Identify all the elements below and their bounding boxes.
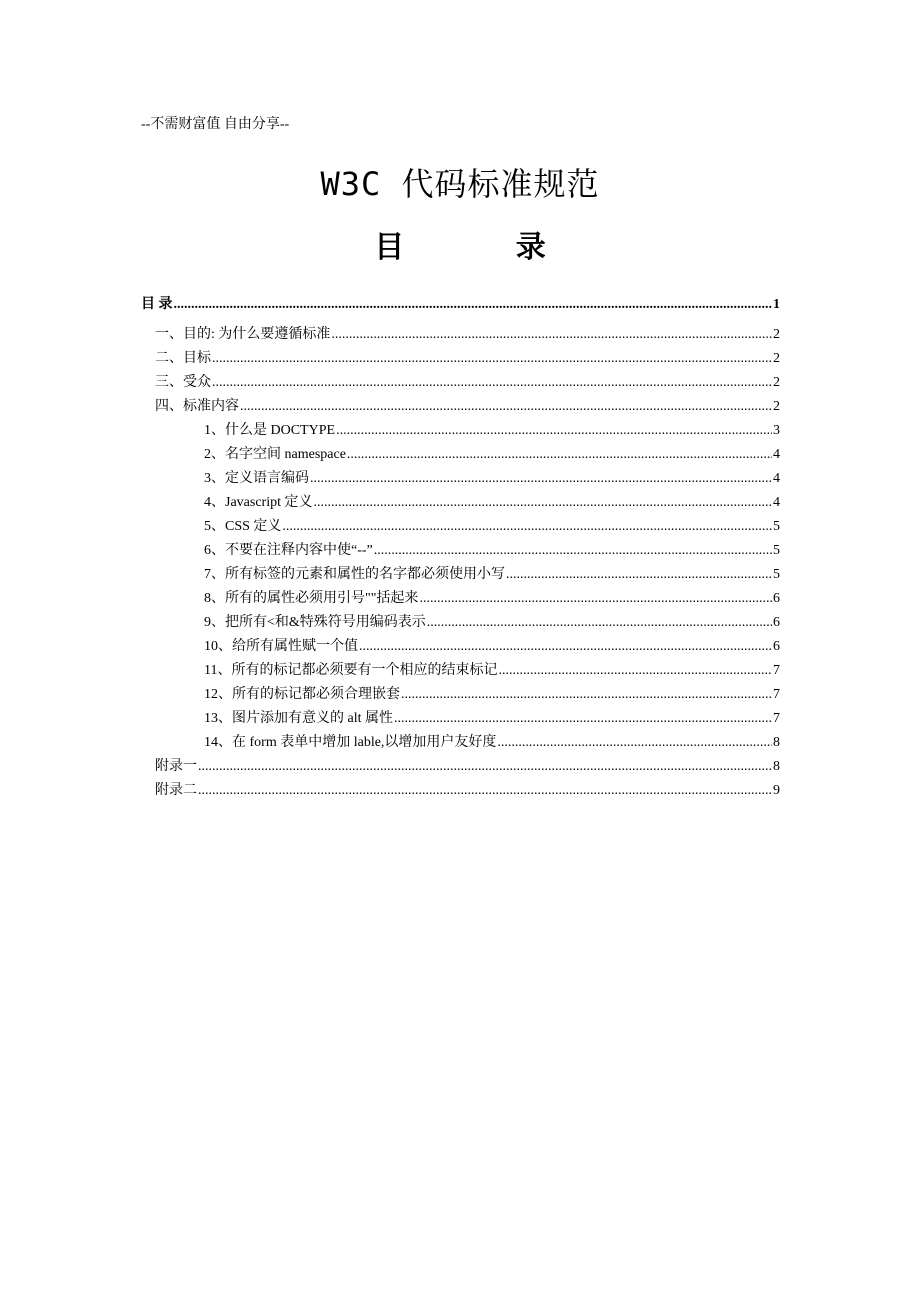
toc-leader [419, 588, 772, 610]
toc-entry-label: 1、什么是 DOCTYPE [204, 423, 336, 438]
toc-leader [374, 540, 772, 562]
toc-entry-label: 9、把所有<和&特殊符号用编码表示 [204, 615, 426, 630]
toc-entry-form-label[interactable] [204, 732, 780, 754]
toc-entry-audience[interactable] [155, 372, 780, 394]
toc-page-number: 9 [773, 783, 780, 798]
toc-page-number: 5 [773, 567, 780, 582]
toc-entry-label: 目 录 [141, 297, 173, 312]
toc-page-number: 7 [773, 663, 780, 678]
toc-leader [331, 324, 772, 346]
toc-entry-label: 4、Javascript 定义 [204, 495, 313, 510]
toc-entry-nesting[interactable] [204, 684, 780, 706]
toc-entry-closing-tags[interactable] [204, 660, 780, 682]
toc-entry-appendix-1[interactable] [155, 756, 780, 778]
toc-leader [497, 732, 772, 754]
toc-entry-label: 2、名字空间 namespace [204, 447, 346, 462]
toc-leader [506, 564, 772, 586]
toc-entry-appendix-2[interactable] [155, 780, 780, 802]
toc-page-number: 2 [773, 399, 780, 414]
toc-heading: 目 录 [374, 231, 598, 264]
toc-entry-comments[interactable] [204, 540, 780, 562]
toc-leader [240, 396, 772, 418]
toc-entry-label: 三、受众 [155, 375, 211, 390]
toc-page-number: 2 [773, 351, 780, 366]
toc-page-number: 3 [773, 423, 780, 438]
toc-entry-label: 附录二 [155, 783, 197, 798]
toc-entry-label: 一、目的: 为什么要遵循标准 [155, 327, 331, 342]
toc-leader [401, 684, 772, 706]
toc-entry-label: 四、标准内容 [155, 399, 239, 414]
toc-leader [498, 660, 772, 682]
toc-page-number: 7 [773, 687, 780, 702]
toc-entry-lowercase[interactable] [204, 564, 780, 586]
toc-entry-label: 6、不要在注释内容中使“--” [204, 543, 373, 558]
toc-leader [198, 780, 772, 802]
toc-leader [394, 708, 772, 730]
toc-page-number: 2 [773, 327, 780, 342]
toc-entry-purpose[interactable] [155, 324, 780, 346]
toc-page-number: 4 [773, 447, 780, 462]
toc-entry-label: 5、CSS 定义 [204, 519, 282, 534]
toc-entry-css[interactable] [204, 516, 780, 538]
toc-page-number: 5 [773, 519, 780, 534]
toc-entry-label: 11、所有的标记都必须要有一个相应的结束标记 [204, 663, 498, 678]
toc-leader [427, 612, 772, 634]
toc-entry-label: 14、在 form 表单中增加 lable,以增加用户友好度 [204, 735, 497, 750]
toc-entry-label: 7、所有标签的元素和属性的名字都必须使用小写 [204, 567, 505, 582]
toc-entry-attribute-values[interactable] [204, 636, 780, 658]
toc-leader [310, 468, 772, 490]
toc-page-number: 8 [773, 735, 780, 750]
toc-page-number: 6 [773, 639, 780, 654]
toc-entry-language-encoding[interactable] [204, 468, 780, 490]
toc-page-number: 6 [773, 615, 780, 630]
toc-entry-label: 二、目标 [155, 351, 211, 366]
toc-entry-label: 8、所有的属性必须用引号""括起来 [204, 591, 419, 606]
toc-entry-standard-content[interactable] [155, 396, 780, 418]
toc-leader [347, 444, 772, 466]
toc-page-number: 5 [773, 543, 780, 558]
toc-entry-label: 3、定义语言编码 [204, 471, 309, 486]
toc-leader [212, 372, 772, 394]
toc-entry-contents[interactable] [141, 294, 780, 316]
toc-leader [313, 492, 772, 514]
toc-page-number: 4 [773, 495, 780, 510]
toc-entry-label: 12、所有的标记都必须合理嵌套 [204, 687, 400, 702]
toc-leader [174, 294, 773, 316]
toc-entry-label: 附录一 [155, 759, 197, 774]
toc-page-number: 4 [773, 471, 780, 486]
toc-page-number: 8 [773, 759, 780, 774]
toc-leader [336, 420, 772, 442]
toc-leader [212, 348, 772, 370]
toc-page-number: 6 [773, 591, 780, 606]
toc-entry-alt-attribute[interactable] [204, 708, 780, 730]
header-note: --不需财富值 自由分享-- [141, 117, 290, 132]
toc-entry-doctype[interactable] [204, 420, 780, 442]
toc-leader [282, 516, 772, 538]
toc-leader [198, 756, 772, 778]
toc-entry-goal[interactable] [155, 348, 780, 370]
toc-entry-namespace[interactable] [204, 444, 780, 466]
toc-page-number: 7 [773, 711, 780, 726]
toc-entry-label: 13、图片添加有意义的 alt 属性 [204, 711, 393, 726]
toc-entry-quoted-attributes[interactable] [204, 588, 780, 610]
toc-page-number: 2 [773, 375, 780, 390]
toc-entry-encode-special-chars[interactable] [204, 612, 780, 634]
toc-page-number: 1 [773, 297, 780, 312]
document-title: W3C 代码标准规范 [320, 165, 600, 203]
toc-entry-label: 10、给所有属性赋一个值 [204, 639, 358, 654]
toc-leader [359, 636, 772, 658]
toc-entry-javascript[interactable] [204, 492, 780, 514]
